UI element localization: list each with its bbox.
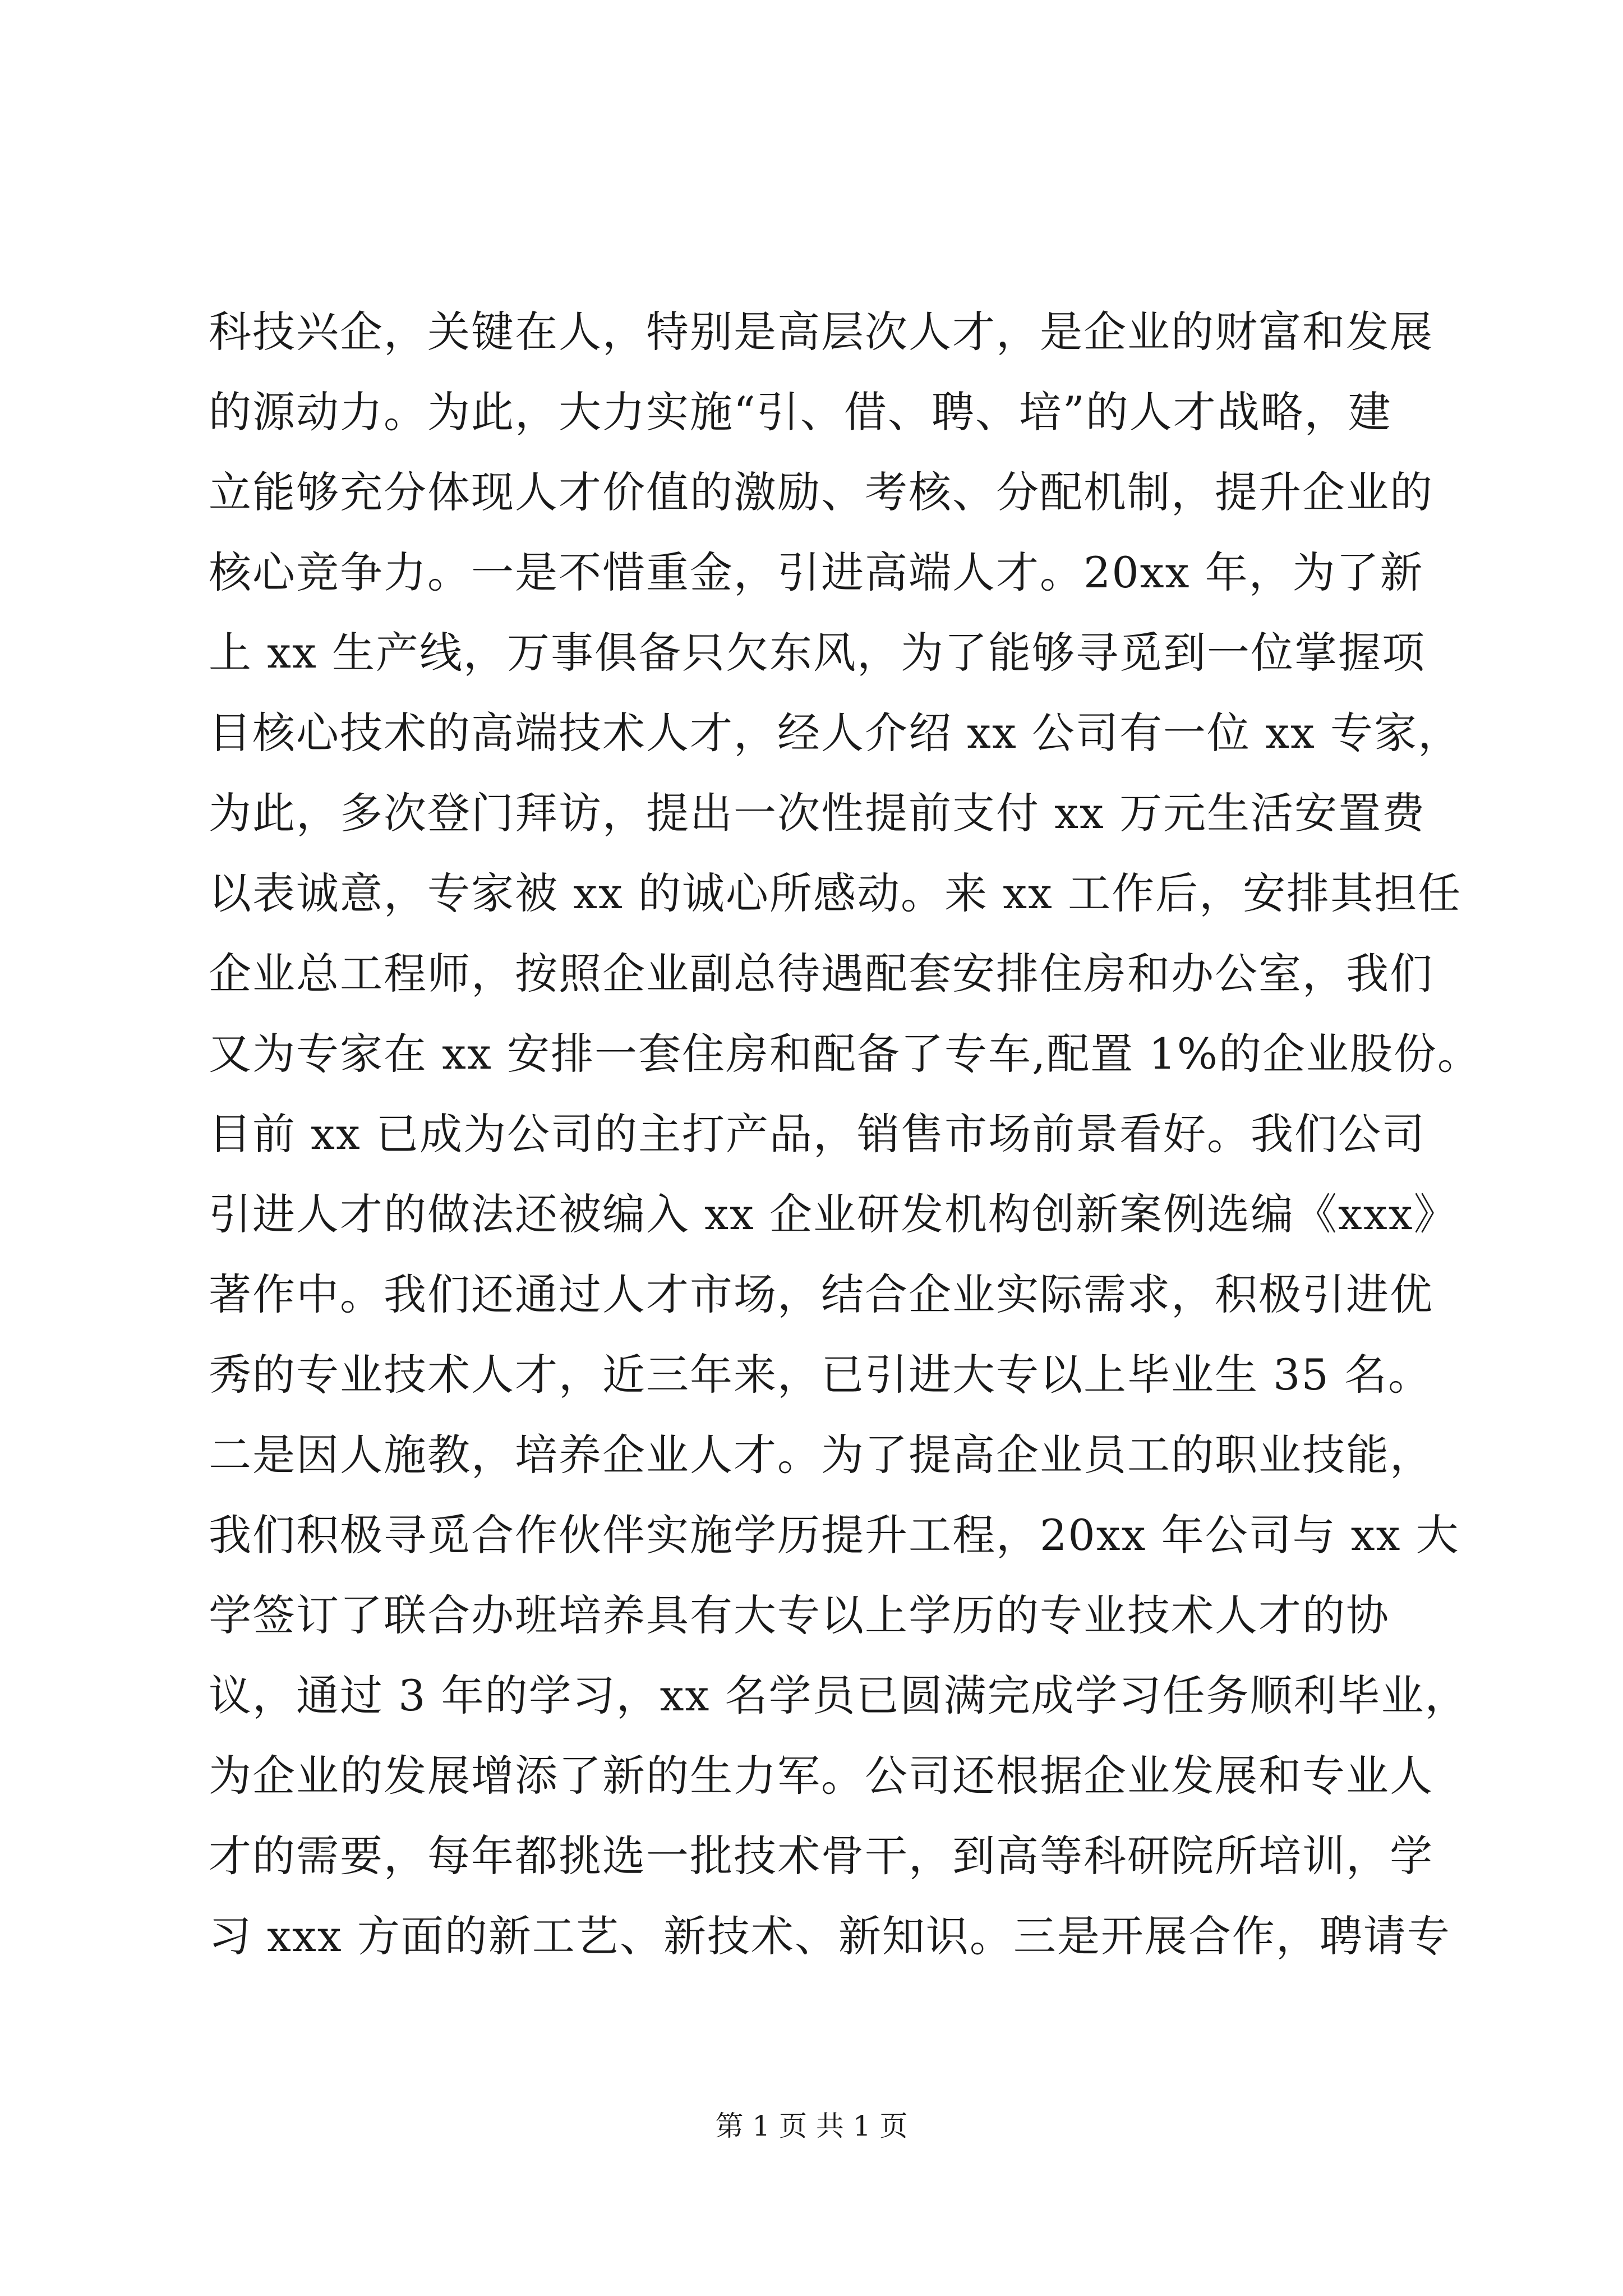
text-line: 目核心技术的高端技术人才，经人介绍 xx 公司有一位 xx 专家， xyxy=(209,708,1462,758)
text-line: 秀的专业技术人才，近三年来，已引进大专以上毕业生 35 名。 xyxy=(209,1350,1432,1400)
text-line: 著作中。我们还通过人才市场，结合企业实际需求，积极引进优 xyxy=(209,1269,1433,1319)
text-line: 学签订了联合办班培养具有大专以上学历的专业技术人才的协 xyxy=(209,1590,1390,1640)
text-line: 以表诚意，专家被 xx 的诚心所感动。来 xx 工作后，安排其担任 xyxy=(209,868,1462,918)
text-line: 为企业的发展增添了新的生力军。公司还根据企业发展和专业人 xyxy=(209,1751,1433,1801)
text-line: 科技兴企，关键在人，特别是高层次人才，是企业的财富和发展 xyxy=(209,307,1433,357)
text-line: 二是因人施教，培养企业人才。为了提高企业员工的职业技能， xyxy=(209,1430,1433,1480)
text-line: 又为专家在 xx 安排一套住房和配备了专车,配置 1%的企业股份。 xyxy=(209,1029,1481,1079)
text-line: 立能够充分体现人才价值的激励、考核、分配机制，提升企业的 xyxy=(209,467,1433,517)
text-line: 习 xxx 方面的新工艺、新技术、新知识。三是开展合作，聘请专 xyxy=(209,1911,1451,1961)
text-line: 为此，多次登门拜访，提出一次性提前支付 xx 万元生活安置费 xyxy=(209,788,1426,838)
text-line: 企业总工程师，按照企业副总待遇配套安排住房和办公室，我们 xyxy=(209,949,1433,999)
text-line: 才的需要，每年都挑选一批技术骨干，到高等科研院所培训，学 xyxy=(209,1831,1433,1881)
text-line: 议，通过 3 年的学习，xx 名学员已圆满完成学习任务顺利毕业， xyxy=(209,1671,1469,1720)
text-line: 目前 xx 已成为公司的主打产品，销售市场前景看好。我们公司 xyxy=(209,1109,1426,1159)
text-line: 引进人才的做法还被编入 xx 企业研发机构创新案例选编《xxx》 xyxy=(209,1189,1458,1239)
text-line: 上 xx 生产线，万事俱备只欠东风，为了能够寻觅到一位掌握项 xyxy=(209,628,1426,678)
text-line: 核心竞争力。一是不惜重金，引进高端人才。20xx 年，为了新 xyxy=(209,547,1424,597)
text-line: 我们积极寻觅合作伙伴实施学历提升工程，20xx 年公司与 xx 大 xyxy=(209,1510,1460,1560)
body-text xyxy=(209,292,1481,1976)
page-footer: 第 1 页 共 1 页 xyxy=(715,2110,908,2142)
text-line: 的源动力。为此，大力实施“引、借、聘、培”的人才战略，建 xyxy=(209,387,1392,437)
